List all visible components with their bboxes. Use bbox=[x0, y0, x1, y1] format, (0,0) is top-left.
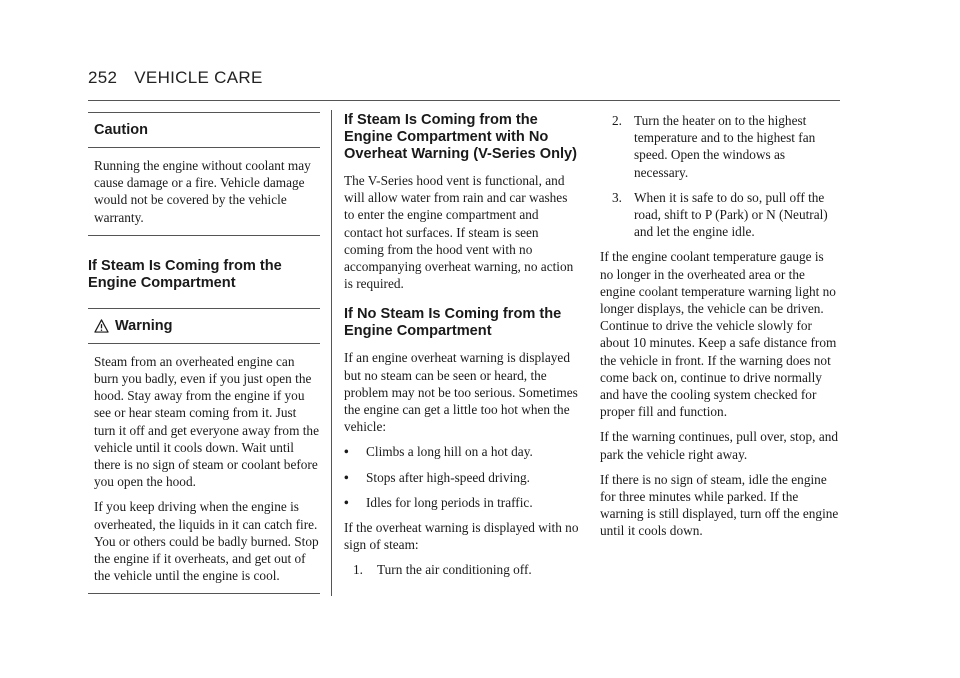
column-divider bbox=[331, 110, 332, 596]
paragraph-overheat-displayed: If an engine overheat warning is displayed but no steam can be seen or heard, the problem may not be too serious. Sometimes the engine can get a little too hot when the vehicle: bbox=[344, 350, 578, 435]
warning-box bbox=[88, 308, 320, 595]
page-header bbox=[88, 68, 263, 88]
list-item: • Idles for long periods in traffic. bbox=[344, 494, 533, 510]
warning-header bbox=[88, 309, 320, 344]
caution-box bbox=[88, 112, 320, 236]
section-title: VEHICLE CARE bbox=[134, 68, 263, 87]
paragraph-gauge: If the engine coolant temperature gauge is no longer in the overheated area or the engine coolant temperature warning light no longer displays, the vehicle can be driven. Continue to drive the vehicle slowly for about 10 minutes. Keep a safe distance from the vehicle in front. If the warning does not come back on, continue to drive normally and have the cooling system checked for proper fill and function. bbox=[600, 249, 837, 420]
warning-paragraph-2: If you keep driving when the engine is overheated, the liquids in it can catch fire. You or others could be badly burned. Stop the engine if it overheats, and get out of the vehicle until the engine is cool. bbox=[94, 499, 319, 584]
warning-paragraph-1: Steam from an overheated engine can burn you badly, even if you just open the hood. Stay away from the engine if you see or hear steam coming from it. Just turn it off and get everyone away from the vehicle until it cools down. Wait until there is no sign of steam or coolant before you open the hood. bbox=[94, 353, 319, 490]
step-item: 3. When it is safe to do so, pull off the road, shift to P (Park) or N (Neutral) and let the engine idle. bbox=[612, 189, 828, 240]
step-item: 2. Turn the heater on to the highest temperature and to the highest fan speed. Open the windows as necessary. bbox=[612, 113, 816, 180]
warning-triangle-icon bbox=[94, 319, 109, 333]
section-heading-no-overheat: If Steam Is Coming from the Engine Compartment with No Overheat Warning (V-Series Only) bbox=[344, 112, 578, 162]
column-1 bbox=[88, 112, 320, 594]
paragraph-vent: The V-Series hood vent is functional, and will allow water from rain and car washes to enter the engine compartment and contact hot surfaces. If steam is seen coming from the hood vent with no accompanying overheat warning, no action is required. bbox=[344, 173, 574, 292]
warning-title: Warning bbox=[115, 317, 173, 334]
column-3 bbox=[600, 112, 840, 548]
list-item: • Climbs a long hill on a hot day. bbox=[344, 444, 533, 460]
header-rule bbox=[88, 100, 840, 101]
column-2 bbox=[344, 112, 580, 587]
caution-text: Running the engine without coolant may cause damage or a fire. Vehicle damage would not be covered by the vehicle warranty. bbox=[94, 158, 311, 225]
paragraph-no-steam-sign: If the overheat warning is displayed with no sign of steam: bbox=[344, 520, 579, 553]
section-heading-no-steam: If No Steam Is Coming from the Engine Compartment bbox=[344, 306, 562, 340]
step-list-continued bbox=[600, 112, 840, 240]
page-number: 252 bbox=[88, 68, 118, 87]
paragraph-idle-engine: If there is no sign of steam, idle the engine for three minutes while parked. If the warning is still displayed, turn off the engine until it cools down. bbox=[600, 471, 839, 539]
bullet-list bbox=[344, 443, 580, 511]
step-item: 1. Turn the air conditioning off. bbox=[353, 562, 532, 578]
caution-title: Caution bbox=[88, 113, 320, 148]
step-list bbox=[344, 561, 580, 578]
section-heading-steam: If Steam Is Coming from the Engine Compartment bbox=[88, 257, 282, 291]
paragraph-warning-continues: If the warning continues, pull over, stop, and park the vehicle right away. bbox=[600, 429, 839, 462]
list-item: • Stops after high-speed driving. bbox=[344, 469, 530, 485]
